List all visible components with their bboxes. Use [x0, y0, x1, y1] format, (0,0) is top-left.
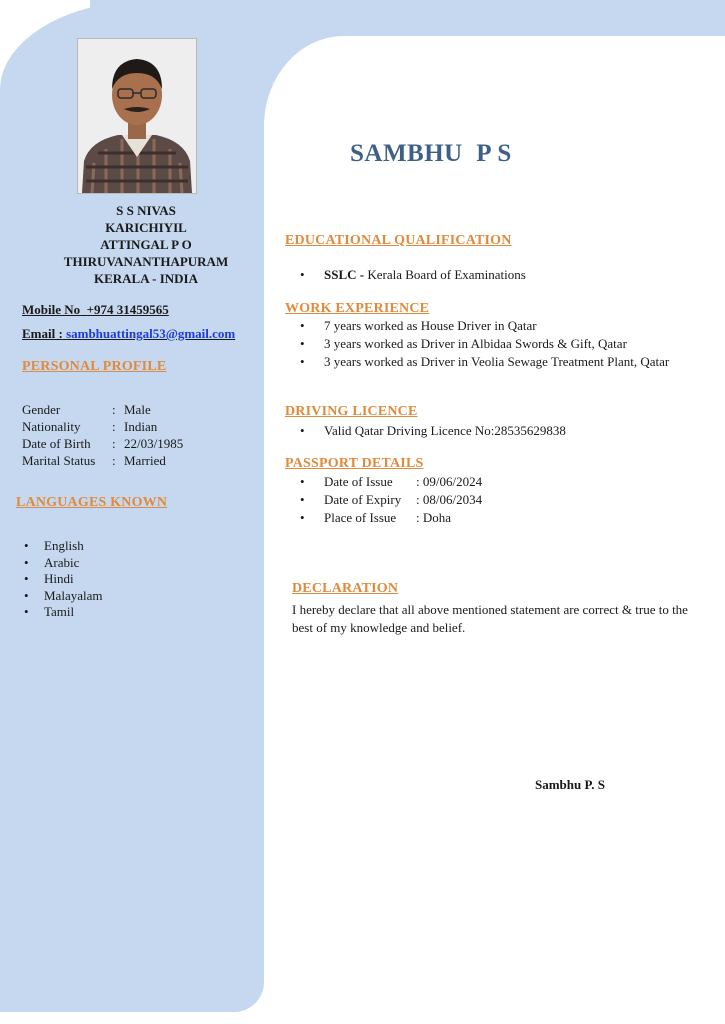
- profile-value: Indian: [124, 419, 158, 434]
- mobile-label: Mobile No: [22, 302, 81, 317]
- education-heading: EDUCATIONAL QUALIFICATION: [285, 233, 512, 248]
- bullet-icon: •: [300, 354, 305, 369]
- bullet-icon: •: [24, 587, 29, 603]
- bullet-icon: •: [24, 604, 29, 620]
- profile-label: Marital Status: [22, 453, 96, 468]
- profile-label: Nationality: [22, 419, 81, 434]
- driving-licence-heading: DRIVING LICENCE: [285, 404, 418, 419]
- list-item: [22, 571, 102, 588]
- profile-row: [22, 452, 183, 469]
- address-line: THIRUVANANTHAPURAM: [63, 254, 229, 269]
- page-title: SAMBHU P S: [350, 140, 512, 167]
- language: Arabic: [44, 554, 80, 570]
- language: English: [44, 538, 84, 553]
- work-item: 3 years worked as Driver in Veolia Sewage Treatment Plant, Qatar: [324, 354, 670, 369]
- work-experience-heading: WORK EXPERIENCE: [285, 301, 430, 316]
- bullet-icon: •: [300, 336, 305, 351]
- list-item: [22, 588, 102, 605]
- profile-label: Date of Birth: [22, 436, 91, 451]
- bullet-icon: •: [24, 554, 29, 570]
- list-item: [300, 473, 482, 491]
- profile-row: [22, 401, 183, 418]
- education-list: [300, 266, 526, 284]
- mobile-number: [22, 302, 169, 318]
- list-item: [300, 422, 566, 440]
- declaration-heading: DECLARATION: [292, 581, 399, 596]
- languages-list: [22, 538, 102, 621]
- profile-separator: :: [112, 419, 116, 434]
- profile-separator: :: [112, 436, 116, 451]
- list-item: [22, 555, 102, 572]
- passport-value: : Doha: [416, 510, 452, 525]
- passport-value: : 09/06/2024: [416, 474, 483, 489]
- passport-label: Date of Expiry: [324, 492, 402, 507]
- licence-item: Valid Qatar Driving Licence No:28535629838: [324, 423, 566, 438]
- work-item: 7 years worked as House Driver in Qatar: [324, 318, 537, 333]
- bullet-icon: •: [300, 474, 305, 489]
- bullet-icon: •: [24, 538, 29, 553]
- list-item: [300, 266, 526, 284]
- profile-label: Gender: [22, 402, 61, 417]
- bullet-icon: •: [300, 492, 305, 507]
- profile-row: [22, 418, 183, 435]
- main-panel: [264, 36, 725, 1024]
- profile-photo: [77, 38, 197, 194]
- list-item: [300, 317, 700, 335]
- passport-heading: PASSPORT DETAILS: [285, 456, 424, 471]
- profile-row: [22, 435, 183, 452]
- profile-value: Married: [124, 453, 166, 468]
- qualification-name: SSLC -: [324, 267, 365, 282]
- list-item: [300, 491, 482, 509]
- list-item: [22, 538, 102, 555]
- profile-separator: :: [112, 453, 116, 468]
- passport-label: Date of Issue: [324, 474, 393, 489]
- profile-separator: :: [112, 402, 116, 417]
- work-item: 3 years worked as Driver in Albidaa Swords & Gift, Qatar: [324, 336, 627, 351]
- passport-value: : 08/06/2034: [416, 492, 483, 507]
- email-label: Email :: [22, 326, 63, 341]
- email-link[interactable]: sambhuattingal53@gmail.com: [66, 326, 236, 341]
- profile-value: Male: [124, 402, 151, 417]
- languages-heading: LANGUAGES KNOWN: [16, 495, 168, 510]
- profile-value: 22/03/1985: [124, 436, 184, 451]
- list-item: [300, 353, 700, 371]
- work-experience-list: [300, 317, 700, 371]
- list-item: [300, 335, 700, 353]
- address-block: [30, 202, 262, 287]
- personal-profile-table: [22, 401, 183, 469]
- address-line: S S NIVAS: [116, 203, 176, 218]
- language: Malayalam: [44, 587, 103, 603]
- address-line: ATTINGAL P O: [100, 237, 192, 252]
- address-line: KARICHIYIL: [105, 220, 187, 235]
- signature: Sambhu P. S: [535, 777, 605, 792]
- list-item: [22, 604, 102, 621]
- email-address: [22, 326, 235, 342]
- bullet-icon: •: [300, 267, 305, 282]
- bullet-icon: •: [24, 571, 29, 587]
- passport-list: [300, 473, 482, 527]
- passport-label: Place of Issue: [324, 510, 397, 525]
- list-item: [300, 509, 482, 527]
- mobile-value: +974 31459565: [86, 302, 169, 317]
- bullet-icon: •: [300, 510, 305, 525]
- language: Hindi: [44, 571, 74, 587]
- bullet-icon: •: [300, 318, 305, 333]
- qualification-board: Kerala Board of Examinations: [364, 267, 526, 282]
- bullet-icon: •: [300, 423, 305, 438]
- language: Tamil: [44, 604, 75, 620]
- driving-licence-list: [300, 422, 566, 440]
- declaration-text: I hereby declare that all above mentioned statement are correct & true to the best of my knowledge and belief.: [292, 602, 688, 635]
- personal-profile-heading: PERSONAL PROFILE: [22, 359, 167, 374]
- address-line: KERALA - INDIA: [93, 271, 198, 286]
